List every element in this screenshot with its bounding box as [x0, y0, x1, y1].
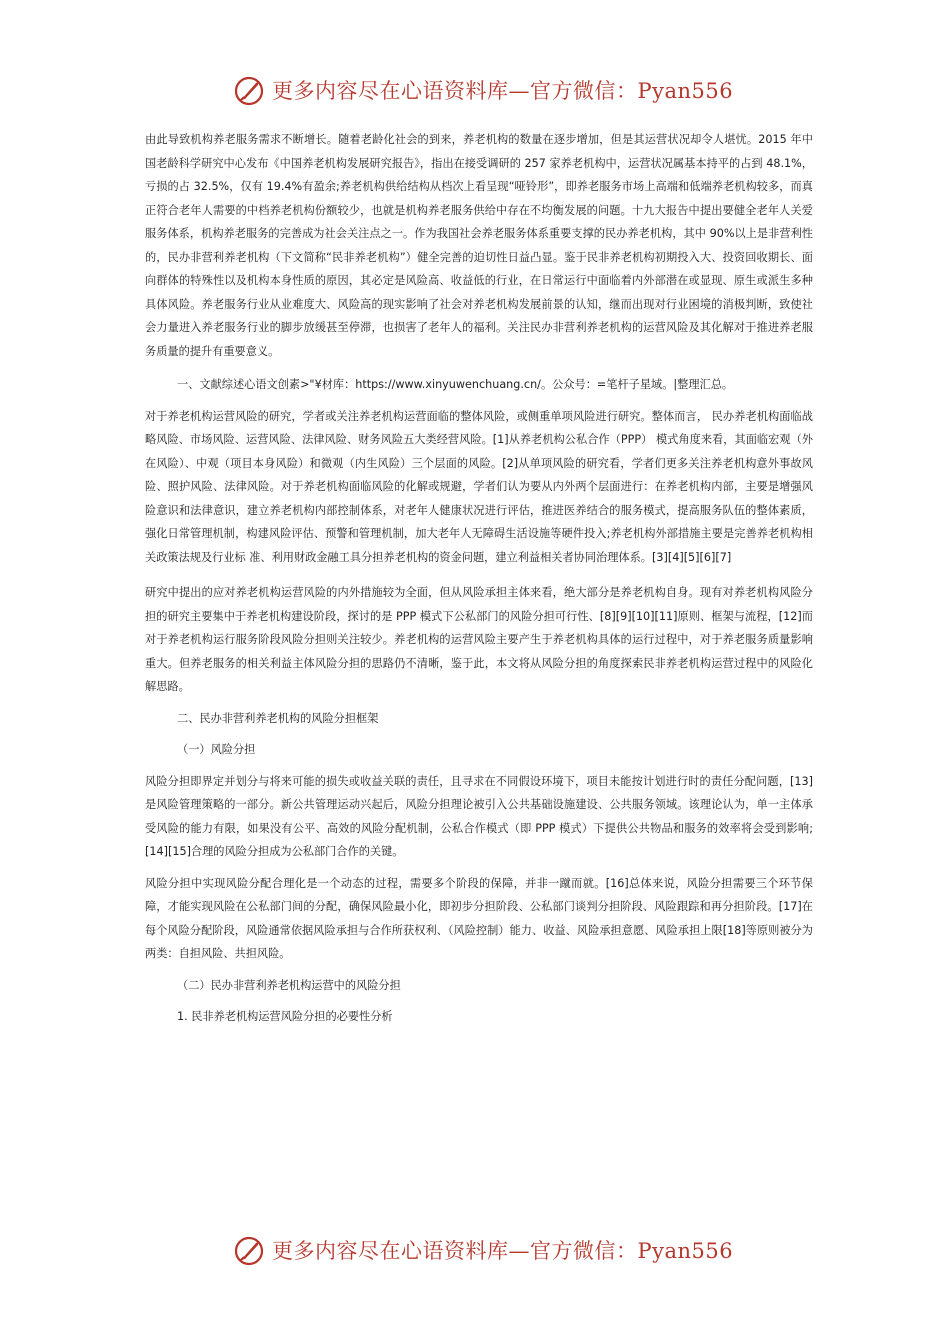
subsection-heading-risk-sharing: （一）风险分担: [177, 743, 256, 756]
section-heading-framework: 二、民办非营利养老机构的风险分担框架: [177, 711, 379, 725]
subsubsection-heading-necessity: 1. 民非养老机构运营风险分担的必要性分析: [177, 1010, 393, 1023]
paragraph-risk-sharing-process: 风险分担中实现风险分配合理化是一个动态的过程，需要多个阶段的保障，并非一蹴而就。[16]总体来说，风险分担需要三个环节保障，才能实现风险在公私部门间的分配，确保风险最小化，即初步分担阶段、公私部门谈判分担阶段、风险跟踪和再分担阶段。[17]在每个风险分配阶段，风险通常依据风险承担与合作所获权利、（风险控制）能力、收益、风险承担意愿、风险承担上限[18]等原则被分为两类：自担风险、共担风险。: [145, 876, 813, 960]
document-body: [145, 128, 813, 1037]
subsection-heading-operational-risk-sharing: （二）民办非营利养老机构运营中的风险分担: [177, 978, 401, 992]
footer-watermark-banner: [0, 1232, 950, 1272]
quill-logo-icon: [232, 74, 266, 108]
watermark-text: 更多内容尽在心语资料库—官方微信：Pyan556: [272, 1239, 734, 1263]
paragraph-risk-research: 对于养老机构运营风险的研究，学者或关注养老机构运营面临的整体风险，或侧重单项风险进行研究。整体而言， 民办养老机构面临战略风险、市场风险、运营风险、法律风险、财务风险五大类经营风险。[1]从养老机构公私合作（PPP） 模式角度来看，其面临宏观（外在风险）、中观（项目本身风险）和微观（内生风险）三个层面的风险。[2]从单项风险的研究看，学者们更多关注养老机构意外事故风险、照护风险、法律风险。对于养老机构面临风险的化解或规避，学者们认为要从内外两个层面进行：在养老机构内部，主要是增强风险意识和法律意识，建立养老机构内部控制体系，对老年人健康状况进行评估，推进医养结合的服务模式，提高服务队伍的整体素质，强化日常管理机制，构建风险评估、预警和管理机制，加大老年人无障碍生活设施等硬件投入;养老机构外部措施主要是完善养老机构相关政策法规及行业标 准、利用财政金融工具分担养老机构的资金问题，建立利益相关者协同治理体系。[3][4][5][6][7]: [145, 409, 813, 564]
paragraph-intro: 由此导致机构养老服务需求不断增长。随着老龄化社会的到来，养老机构的数量在逐步增加，但是其运营状况却令人堪忧。2015 年中国老龄科学研究中心发布《中国养老机构发展研究报告》，指出在接受调研的 257 家养老机构中，运营状况属基本持平的占到 48.1%，亏损的占 32.5%，仅有 19.4%有盈余;养老机构供给结构从档次上看呈现“哑铃形”，即养老服务市场上高端和低端养老机构较多，而真正符合老年人需要的中档养老机构份额较少，也就是机构养老服务供给中存在不均衡发展的问题。十九大报告中提出要健全老年人关爱服务体系，机构养老服务的完善成为社会关注点之一。作为我国社会养老服务体系重要支撑的民办养老机构，其中 90%以上是非营利性的，民办非营利养老机构（下文简称“民非养老机构”）健全完善的迫切性日益凸显。鉴于民非养老机构初期投入大、投资回收期长、面向群体的特殊性以及机构本身性质的原因，其必定是风险高、收益低的行业，在日常运行中面临着内外部潜在或显现、原生或派生多种具体风险。养老服务行业从业难度大、风险高的现实影响了社会对养老机构发展前景的认知，继而出现对行业困境的消极判断，致使社会力量进入养老服务行业的脚步放缓甚至停滞，也损害了老年人的福利。关注民办非营利养老机构的运营风险及其化解对于推进养老服务质量的提升有重要意义。: [145, 133, 813, 358]
watermark-text: 更多内容尽在心语资料库—官方微信：Pyan556: [272, 79, 734, 103]
quill-logo-icon: [232, 1234, 266, 1268]
header-watermark-banner: [0, 72, 950, 112]
section-heading-literature-review: 一、文献综述心语文创素>"¥材库：https://www.xinyuwenchuang.cn/。公众号：=笔杆子星域。|整理汇总。: [177, 378, 734, 391]
paragraph-risk-sharing-definition: 风险分担即界定并划分与将来可能的损失或收益关联的责任，且寻求在不同假设环境下，项目未能按计划进行时的责任分配问题，[13]是风险管理策略的一部分。新公共管理运动兴起后，风险分担理论被引入公共基础设施建设、公共服务领域。该理论认为，单一主体承受风险的能力有限，如果没有公平、高效的风险分配机制，公私合作模式（即 PPP 模式）下提供公共物品和服务的效率将会受到影响;[14][15]合理的风险分担成为公私部门合作的关键。: [145, 774, 813, 858]
paragraph-research-gap: 研究中提出的应对养老机构运营风险的内外措施较为全面，但从风险承担主体来看，绝大部分是养老机构自身。现有对养老机构风险分担的研究主要集中于养老机构建设阶段，探讨的是 PPP 模式下公私部门的风险分担可行性、[8][9][10][11]原则、框架与流程，[12]而对于养老机构运行服务阶段风险分担则关注较少。养老机构的运营风险主要产生于养老机构具体的运行过程中，对于养老服务质量影响重大。但养老服务的相关利益主体风险分担的思路仍不清晰，鉴于此，本文将从风险分担的角度探索民非养老机构运营过程中的风险化解思路。: [145, 586, 813, 693]
